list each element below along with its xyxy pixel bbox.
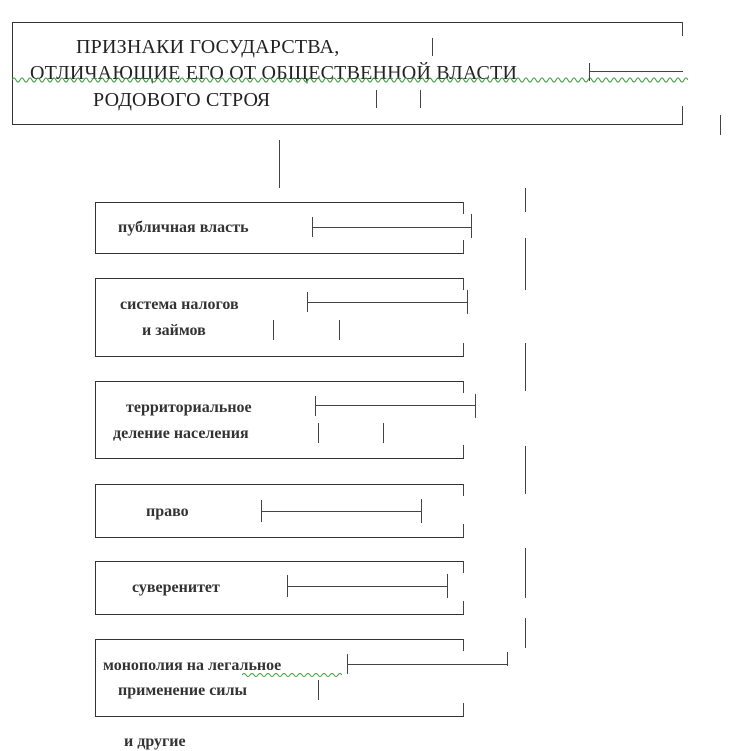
title-line-2: ОТЛИЧАЮЩИЕ ЕГО ОТ ОБЩЕСТВЕННОЙ ВЛАСТИ <box>30 62 518 84</box>
item-box-monopoly <box>95 639 464 717</box>
item-4-rtick-top <box>463 484 464 496</box>
item-3-label-line1: территориальное <box>126 399 252 416</box>
item-5-label: суверенитет <box>132 579 220 596</box>
item-6-label-line1: монополия на легальное <box>103 657 282 674</box>
right-mark-3 <box>525 343 526 391</box>
right-mark-2 <box>525 238 526 290</box>
title-mark-4 <box>420 90 421 108</box>
item-6-label-line2: применение силы <box>118 682 247 699</box>
item-1-rtick-top <box>463 202 464 214</box>
title-line-3: РОДОВОГО СТРОЯ <box>93 89 271 111</box>
item-3-rtick-bottom <box>463 445 464 458</box>
title-mark-5 <box>720 115 721 135</box>
item-3-mark-b <box>475 394 476 418</box>
item-6-rtick-bottom <box>463 703 464 716</box>
item-2-rtick-bottom <box>463 343 464 356</box>
item-2-mark-c <box>273 320 274 340</box>
item-5-rtick-top <box>463 561 464 573</box>
title-box-right-tick-bottom <box>682 106 683 124</box>
right-mark-4 <box>525 446 526 494</box>
title-line-1: ПРИЗНАКИ ГОСУДАРСТВА, <box>76 36 340 58</box>
item-4-mark-line <box>261 511 421 512</box>
title-box-right-tick-top <box>682 22 683 36</box>
item-6-mark-c <box>318 680 319 700</box>
item-3-mark-line <box>315 405 475 406</box>
title-mark-2 <box>589 63 590 81</box>
item-6-rtick-top <box>463 639 464 651</box>
item-6-mark-line <box>347 664 507 665</box>
item-4-mark-b <box>421 499 422 523</box>
item-6-mark-b <box>507 652 508 666</box>
item-3-rtick-top <box>463 381 464 393</box>
item-3-mark-d <box>383 423 384 443</box>
title-mark-3 <box>376 90 377 108</box>
right-mark-6 <box>525 618 526 648</box>
title-mark-hline <box>589 71 683 72</box>
item-2-label-line1: система налогов <box>120 296 239 313</box>
item-3-mark-a <box>315 396 316 416</box>
item-2-mark-line <box>307 302 467 303</box>
item-1-label: публичная власть <box>118 219 249 236</box>
right-mark-1 <box>525 188 526 212</box>
item-1-mark-b <box>471 214 472 238</box>
title-mark-1 <box>432 38 433 56</box>
item-5-mark-line <box>287 586 447 587</box>
item-3-mark-c <box>318 423 319 443</box>
item-5-mark-b <box>447 574 448 598</box>
item-4-label: право <box>146 503 189 520</box>
connector-main <box>279 140 280 188</box>
spellcheck-underline-item-6 <box>242 672 342 678</box>
item-2-rtick-top <box>463 278 464 290</box>
item-1-mark-line <box>312 227 471 228</box>
item-2-mark-b <box>467 290 468 314</box>
item-box-taxes <box>95 278 464 357</box>
item-5-rtick-bottom <box>463 601 464 614</box>
item-3-label-line2: деление населения <box>113 425 249 442</box>
right-mark-5 <box>525 548 526 598</box>
spellcheck-underline-title <box>12 76 688 84</box>
item-4-rtick-bottom <box>463 524 464 537</box>
item-1-rtick-bottom <box>463 240 464 253</box>
footer-text: и другие <box>124 733 186 750</box>
item-2-mark-d <box>339 320 340 340</box>
item-2-label-line2: и займов <box>142 322 206 339</box>
item-box-territorial <box>95 381 464 459</box>
